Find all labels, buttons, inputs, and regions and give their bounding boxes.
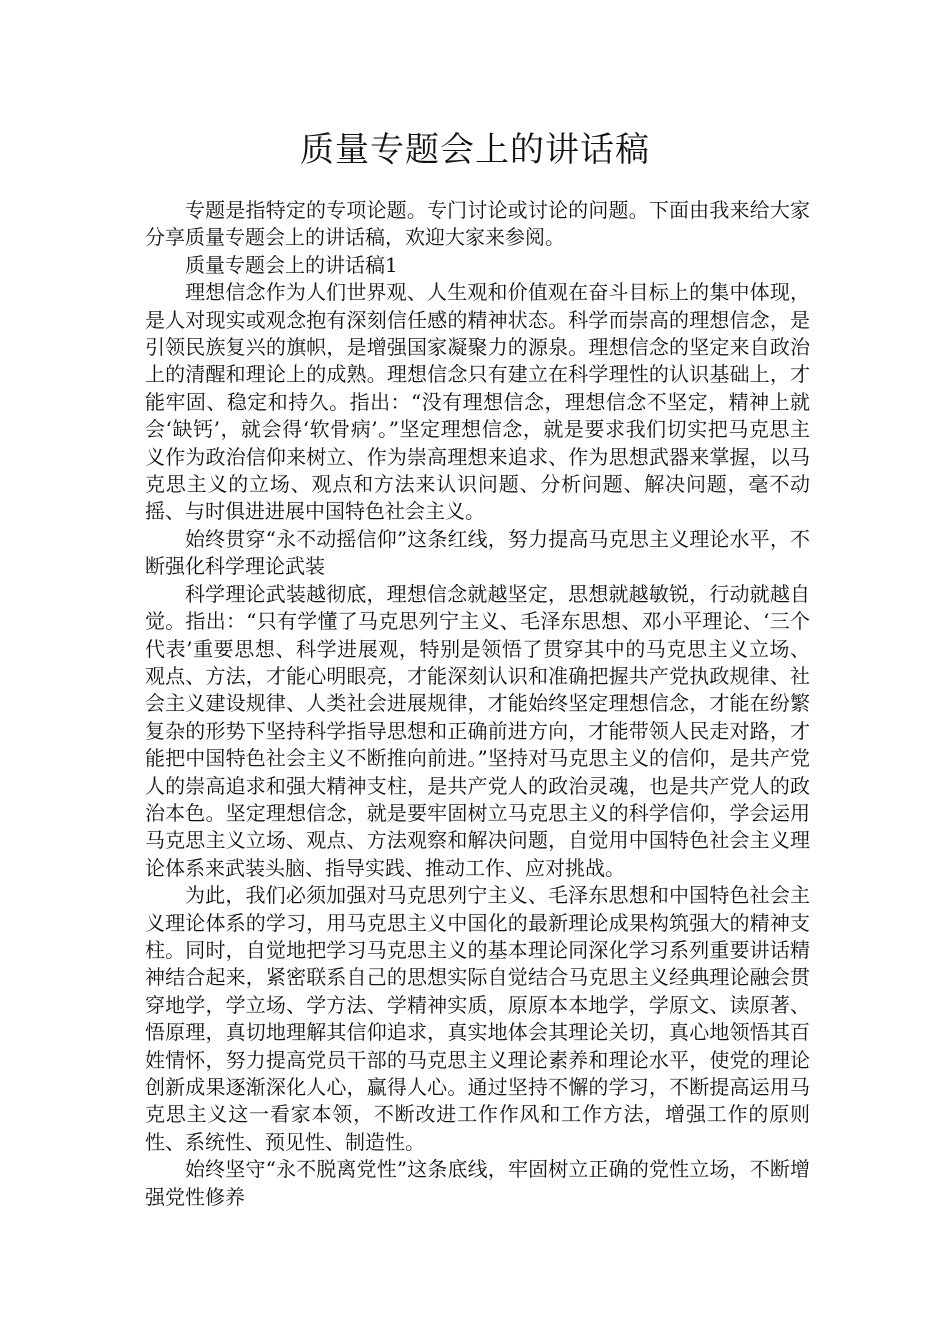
section-heading-1: 质量专题会上的讲话稿1: [185, 252, 398, 277]
paragraph-study: 为此，我们必须加强对马克思列宁主义、毛泽东思想和中国特色社会主义理论体系的学习，用马克思主义中国化的最新理论成果构筑强大的精神支柱。同时，自觉地把学习马克思主义的基本理论同深化学习系列重要讲话精神结合起来，紧密联系自己的思想实际自觉结合马克思主义经典理论融会贯穿地学，学立场、学方法、学精神实质，原原本本地学，学原文、读原著、悟原理，真切地理解其信仰追求，真实地体会其理论关切，真心地领悟其百姓情怀，努力提高党员干部的马克思主义理论素养和理论水平，使党的理论创新成果逐渐深化人心，赢得人心。通过坚持不懈的学习，不断提高运用马克思主义这一看家本领，不断改进工作作风和工作方法，增强工作的原则性、系统性、预见性、制造性。: [145, 883, 810, 1154]
subheading-faith: 始终贯穿“永不动摇信仰”这条红线，努力提高马克思主义理论水平，不断强化科学理论武装: [145, 526, 810, 579]
document-title: 质量专题会上的讲话稿: [300, 130, 650, 170]
subheading-party-spirit: 始终坚守“永不脱离党性”这条底线，牢固树立正确的党性立场，不断增强党性修养: [145, 1157, 810, 1209]
paragraph-intro: 专题是指特定的专项论题。专门讨论或讨论的问题。下面由我来给大家分享质量专题会上的讲话稿，欢迎大家来参阅。: [145, 198, 810, 250]
document-body: [145, 197, 810, 1211]
paragraph-theory: 科学理论武装越彻底，理想信念就越坚定，思想就越敏锐，行动就越自觉。指出：“只有学懂了马克思列宁主义、毛泽东思想、邓小平理论、‘三个代表’重要思想、科学进展观，特别是领悟了贯穿其中的马克思主义立场、观点、方法，才能心明眼亮，才能深刻认识和准确把握共产党执政规律、社会主义建设规律、人类社会进展规律，才能始终坚定理想信念，才能在纷繁复杂的形势下坚持科学指导思想和正确前进方向，才能带领人民走对路，才能把中国特色社会主义不断推向前进。”坚持对马克思主义的信仰，是共产党人的崇高追求和强大精神支柱，是共产党人的政治灵魂，也是共产党人的政治本色。坚定理想信念，就是要牢固树立马克思主义的科学信仰，学会运用马克思主义立场、观点、方法观察和解决问题，自觉用中国特色社会主义理论体系来武装头脑、指导实践、推动工作、应对挑战。: [145, 581, 810, 880]
paragraph-ideals: 理想信念作为人们世界观、人生观和价值观在奋斗目标上的集中体现，是人对现实或观念抱有深刻信任感的精神状态。科学而崇高的理想信念，是引领民族复兴的旗帜，是增强国家凝聚力的源泉。理想信念的坚定来自政治上的清醒和理论上的成熟。理想信念只有建立在科学理性的认识基础上，才能牢固、稳定和持久。指出：“没有理想信念，理想信念不坚定，精神上就会‘缺钙’，就会得‘软骨病’。”坚定理想信念，就是要求我们切实把马克思主义作为政治信仰来树立、作为崇高理想来追求、作为思想武器来掌握，以马克思主义的立场、观点和方法来认识问题、分析问题、解决问题，毫不动摇、与时俱进进展中国特色社会主义。: [145, 280, 810, 524]
